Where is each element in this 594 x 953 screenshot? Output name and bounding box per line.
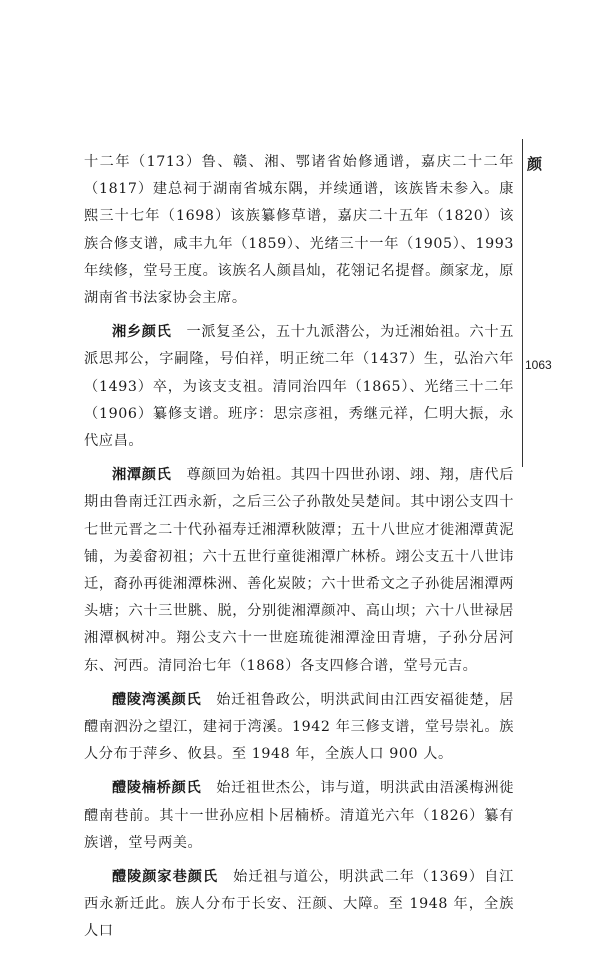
paragraph-text: 始迁祖鲁政公，明洪武间由江西安福徙楚，居醴南泗汾之望江，建祠于湾溪。1942 年三修支谱，堂号崇礼。族人分布于萍乡、攸县。至 1948 年，全族人口 900 人。 bbox=[84, 691, 514, 763]
clan-heading: 湘乡颜氏 bbox=[112, 324, 172, 341]
page-number: 1063 bbox=[525, 358, 552, 372]
clan-heading: 醴陵楠桥颜氏 bbox=[112, 780, 202, 797]
paragraph-text: 尊颜回为始祖。其四十四世孙诩、翊、翔，唐代后期由鲁南迁江西永新，之后三公子孙散处吴楚间。其中诩公支四十七世元晋之二十代孙福寿迁湘潭秋陂潭；五十八世应才徙湘潭黄泥铺，为姜畲初祖；六十五世行童徙湘潭广林桥。翊公支五十八世讳迁，裔孙再徙湘潭株洲、善化炭陂；六十世希文之子孙徙居湘潭两头塘；六十三世脁、脱，分别徙湘潭颜冲、高山坝；六十八世禄居湘潭枫树冲。翔公支六十一世庭琉徙湘潭淦田青塘，子孙分居河东、河西。清同治七年（1868）各支四修合谱，堂号元吉。 bbox=[84, 467, 515, 674]
running-header-char: 颜 bbox=[527, 155, 543, 173]
paragraph-xiangxiang bbox=[84, 319, 514, 455]
body-text bbox=[84, 149, 514, 953]
paragraph-text: 始迁祖与道公，明洪武二年（1369）自江西永新迁此。族人分布于长安、汪颜、大障。至 1948 年，全族人口 bbox=[84, 869, 514, 940]
paragraph-text: 一派复圣公，五十九派潜公，为迁湘始祖。六十五派思邦公，字嗣隆，号伯祥，明正统二年（1437）生，弘治六年（1493）卒，为该支支祖。清同治四年（1865）、光绪三十二年（1906）纂修支谱。班序：思宗彦祖，秀继元祥，仁明大振，永代应昌。 bbox=[84, 324, 515, 450]
paragraph-continuation bbox=[84, 149, 514, 312]
paragraph-xiangtan bbox=[84, 462, 514, 680]
paragraph-text: 十二年（1713）鲁、赣、湘、鄂诸省始修通谱，嘉庆二十二年（1817）建总祠于湖南省城东隅，并续通谱，该族皆未参入。康熙三十七年（1698）该族纂修草谱，嘉庆二十五年（1820）该族合修支谱，咸丰九年（1859）、光绪三十一年（1905）、1993 年续修，堂号王度。该族名人颜昌灿，花翎记名提督。颜家龙，原湖南省书法家协会主席。 bbox=[84, 154, 514, 307]
margin-rule bbox=[522, 139, 523, 467]
clan-heading: 醴陵颜家巷颜氏 bbox=[112, 869, 219, 886]
clan-heading: 醴陵湾溪颜氏 bbox=[112, 691, 202, 708]
clan-heading: 湘潭颜氏 bbox=[112, 467, 172, 484]
paragraph-liling-yanjiaxiang bbox=[84, 864, 514, 946]
paragraph-text: 始迁祖世杰公，讳与道，明洪武由浯溪梅洲徙醴南巷前。其十一世孙应相卜居楠桥。清道光六年（1826）纂有族谱，堂号两美。 bbox=[84, 780, 514, 851]
paragraph-liling-nanqiao bbox=[84, 775, 514, 857]
paragraph-liling-wanxi bbox=[84, 687, 514, 769]
